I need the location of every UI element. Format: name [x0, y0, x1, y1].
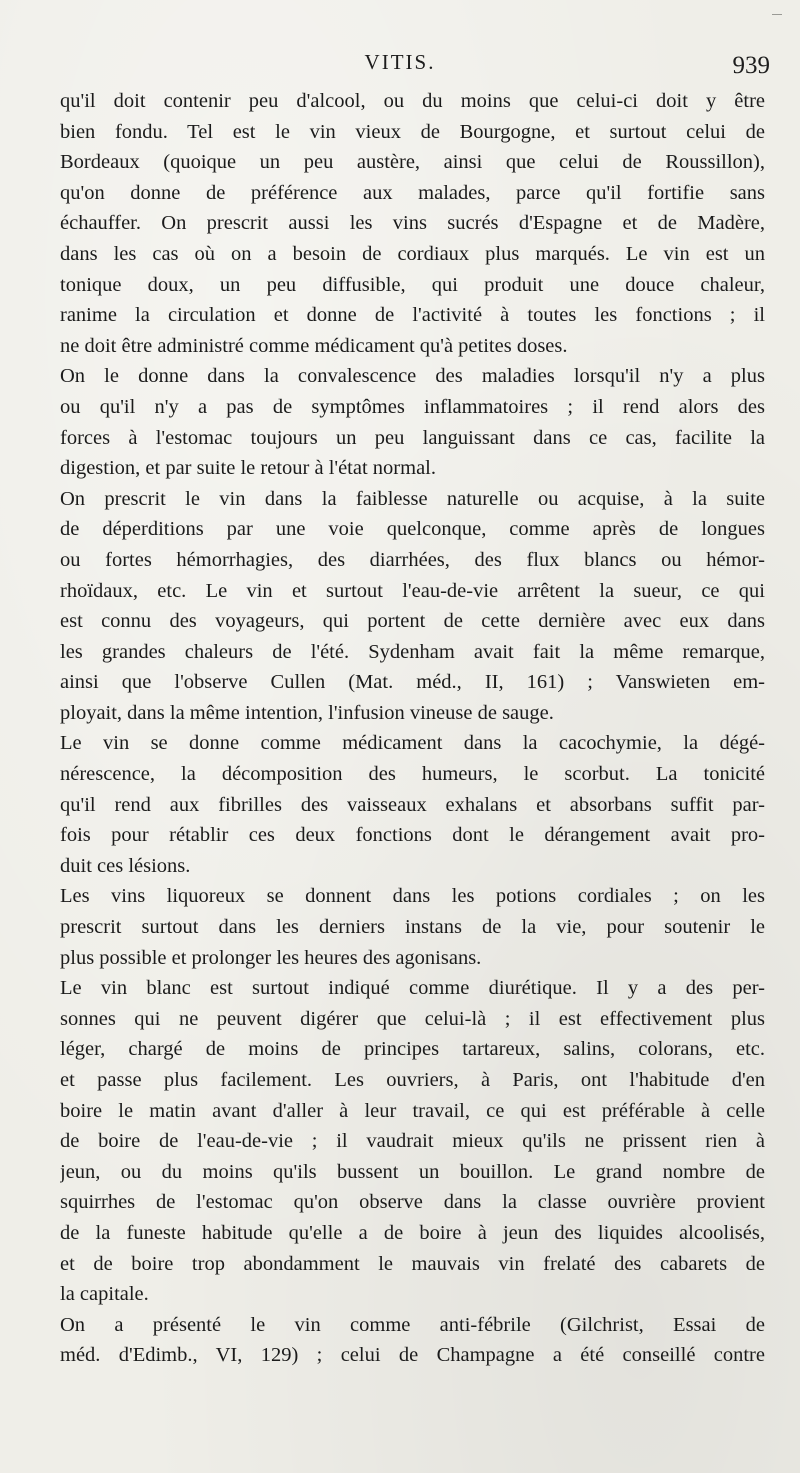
text-line: sonnes qui ne peuvent digérer que celui-là ; il est effectivement plus	[60, 1007, 765, 1030]
text-line: Le vin blanc est surtout indiqué comme diurétique. Il y a des per-	[60, 977, 765, 1000]
text-line: échauffer. On prescrit aussi les vins sucrés d'Espagne et de Madère,	[60, 212, 765, 235]
text-line: Bordeaux (quoique un peu austère, ainsi que celui de Roussillon),	[60, 151, 765, 174]
text-line: de la funeste habitude qu'elle a de boire à jeun des liquides alcoolisés,	[60, 1221, 765, 1244]
text-line: méd. d'Edimb., VI, 129) ; celui de Champagne a été conseillé contre	[60, 1344, 765, 1367]
page-edge-mark	[772, 14, 782, 15]
text-line: léger, chargé de moins de principes tartareux, salins, colorans, etc.	[60, 1038, 765, 1061]
text-line: rhoïdaux, etc. Le vin et surtout l'eau-de-vie arrêtent la sueur, ce qui	[60, 579, 765, 602]
text-line: de boire de l'eau-de-vie ; il vaudrait mieux qu'ils ne prissent rien à	[60, 1130, 765, 1153]
text-line: prescrit surtout dans les derniers instans de la vie, pour soutenir le	[60, 916, 765, 939]
text-line: tonique doux, un peu diffusible, qui produit une douce chaleur,	[60, 273, 765, 296]
text-line: de déperditions par une voie quelconque, comme après de longues	[60, 518, 765, 541]
text-line: la capitale.	[60, 1283, 149, 1306]
text-line: Les vins liquoreux se donnent dans les potions cordiales ; on les	[60, 885, 765, 908]
text-line: forces à l'estomac toujours un peu languissant dans ce cas, facilite la	[60, 426, 765, 449]
page-number: 939	[732, 52, 770, 79]
text-line: duit ces lésions.	[60, 854, 191, 877]
text-line: et de boire trop abondamment le mauvais vin frelaté des cabarets de	[60, 1252, 765, 1275]
text-line: ne doit être administré comme médicament qu'à petites doses.	[60, 334, 568, 357]
text-line: et passe plus facilement. Les ouvriers, à Paris, ont l'habitude d'en	[60, 1069, 765, 1091]
text-line: digestion, et par suite le retour à l'état normal.	[60, 457, 436, 480]
text-line: nérescence, la décomposition des humeurs, le scorbut. La tonicité	[60, 763, 765, 786]
text-line: plus possible et prolonger les heures des agonisans.	[60, 946, 482, 969]
text-line: Le vin se donne comme médicament dans la cacochymie, la dégé-	[60, 732, 765, 755]
text-line: boire le matin avant d'aller à leur travail, ce qui est préférable à celle	[60, 1099, 765, 1122]
text-line: bien fondu. Tel est le vin vieux de Bourgogne, et surtout celui de	[60, 120, 765, 143]
text-line: ranime la circulation et donne de l'activité à toutes les fonctions ; il	[60, 304, 765, 327]
text-line: On le donne dans la convalescence des maladies lorsqu'il n'y a plus	[60, 365, 765, 388]
text-line: On a présenté le vin comme anti-fébrile (Gilchrist, Essai de	[60, 1313, 765, 1336]
text-line: ou fortes hémorrhagies, des diarrhées, des flux blancs ou hémor-	[60, 548, 765, 571]
text-line: On prescrit le vin dans la faiblesse naturelle ou acquise, à la suite	[60, 487, 765, 510]
text-line: squirrhes de l'estomac qu'on observe dans la classe ouvrière provient	[60, 1191, 765, 1214]
text-line: est connu des voyageurs, qui portent de cette dernière avec eux dans	[60, 610, 765, 633]
text-line: qu'il rend aux fibrilles des vaisseaux exhalans et absorbans suffit par-	[60, 793, 765, 816]
text-line: ainsi que l'observe Cullen (Mat. méd., II, 161) ; Vanswieten em-	[60, 671, 765, 694]
text-line: jeun, ou du moins qu'ils bussent un bouillon. Le grand nombre de	[60, 1160, 765, 1183]
text-line: fois pour rétablir ces deux fonctions dont le dérangement avait pro-	[60, 824, 765, 847]
text-line: dans les cas où on a besoin de cordiaux plus marqués. Le vin est un	[60, 242, 765, 265]
page-header	[0, 42, 800, 82]
text-line: les grandes chaleurs de l'été. Sydenham avait fait la même remarque,	[60, 640, 765, 663]
text-line: ou qu'il n'y a pas de symptômes inflammatoires ; il rend alors des	[60, 395, 765, 418]
running-head: VITIS.	[364, 50, 436, 74]
body-text	[60, 86, 765, 1371]
text-line: qu'il doit contenir peu d'alcool, ou du moins que celui-ci doit y être	[60, 90, 765, 112]
text-line: ployait, dans la même intention, l'infusion vineuse de sauge.	[60, 701, 554, 724]
text-line: qu'on donne de préférence aux malades, parce qu'il fortifie sans	[60, 181, 765, 204]
